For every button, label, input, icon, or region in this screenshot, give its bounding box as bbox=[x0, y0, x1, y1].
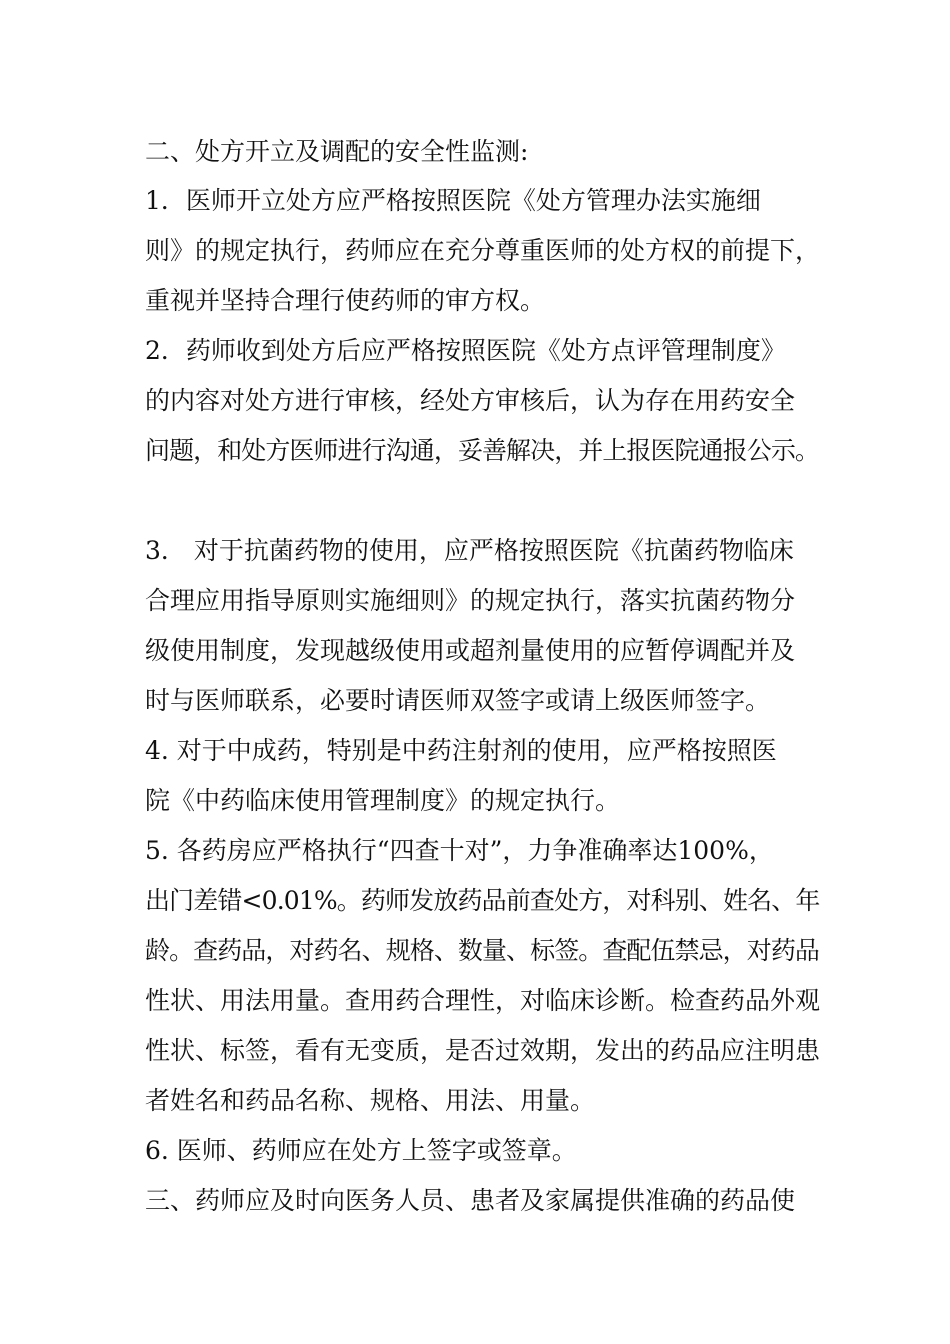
paragraph-line: 级使用制度，发现越级使用或超剂量使用的应暂停调配并及 bbox=[145, 636, 796, 665]
paragraph-line: 的内容对处方进行审核，经处方审核后，认为存在用药安全 bbox=[145, 386, 796, 415]
section-heading-2: 二、处方开立及调配的安全性监测: bbox=[145, 137, 529, 166]
paragraph-line: 3． 对于抗菌药物的使用，应严格按照医院《抗菌药物临床 bbox=[145, 536, 794, 565]
paragraph-line: 性状、用法用量。查用药合理性，对临床诊断。检查药品外观 bbox=[145, 986, 821, 1015]
paragraph-line: 出门差错<0.01%。药师发放药品前查处方，对科别、姓名、年 bbox=[145, 886, 820, 915]
paragraph-line: 问题，和处方医师进行沟通，妥善解决，并上报医院通报公示。 bbox=[145, 436, 819, 465]
section-heading-3: 三、药师应及时向医务人员、患者及家属提供准确的药品使 bbox=[145, 1186, 796, 1215]
paragraph-line: 时与医师联系，必要时请医师双签字或请上级医师签字。 bbox=[145, 686, 771, 715]
paragraph-line: 合理应用指导原则实施细则》的规定执行，落实抗菌药物分 bbox=[145, 586, 796, 615]
paragraph-line: 6. 医师、药师应在处方上签字或签章。 bbox=[145, 1136, 577, 1165]
paragraph-line: 4. 对于中成药，特别是中药注射剂的使用，应严格按照医 bbox=[145, 736, 777, 765]
paragraph-line: 1．医师开立处方应严格按照医院《处方管理办法实施细 bbox=[145, 186, 761, 215]
paragraph-line: 则》的规定执行，药师应在充分尊重医师的处方权的前提下， bbox=[145, 236, 821, 265]
paragraph-line: 重视并坚持合理行使药师的审方权。 bbox=[145, 286, 546, 315]
paragraph-line: 2．药师收到处方后应严格按照医院《处方点评管理制度》 bbox=[145, 336, 786, 365]
paragraph-line: 性状、标签，看有无变质，是否过效期，发出的药品应注明患 bbox=[145, 1036, 821, 1065]
paragraph-line: 5. 各药房应严格执行“四查十对”，力争准确率达100%， bbox=[145, 836, 774, 865]
paragraph-line: 者姓名和药品名称、规格、用法、用量。 bbox=[145, 1086, 596, 1115]
paragraph-line: 院《中药临床使用管理制度》的规定执行。 bbox=[145, 786, 621, 815]
paragraph-line: 龄。查药品，对药名、规格、数量、标签。查配伍禁忌，对药品 bbox=[145, 936, 819, 965]
